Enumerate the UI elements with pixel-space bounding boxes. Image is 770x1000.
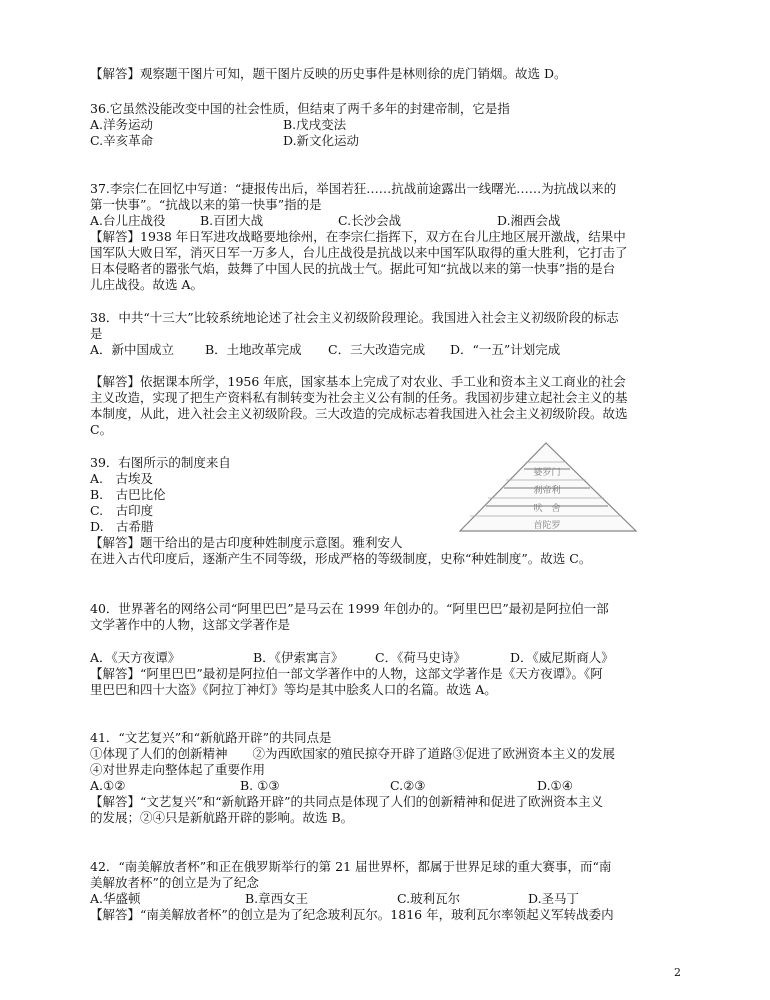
- q36-option-a: A.洋务运动: [90, 117, 154, 132]
- q42-stem-line2: 美解放者杯”的创立是为了纪念: [90, 875, 259, 890]
- pyramid-level-4: 首陀罗: [533, 521, 561, 531]
- q41-option-d: D.①④: [537, 778, 573, 793]
- q38-option-c: C．三大改造完成: [328, 342, 426, 357]
- q35-answer: 【解答】观察题干图片可知，题干图片反映的历史事件是林则徐的虎门销烟。故选 D。: [90, 66, 567, 81]
- q38-option-a: A．新中国成立: [90, 342, 175, 357]
- q42-stem-line1: 42．“南美解放者杯”和正在俄罗斯举行的第 21 届世界杯，都属于世界足球的重大赛事，而“南: [90, 859, 612, 874]
- q42-option-a: A.华盛顿: [90, 891, 141, 906]
- q37-stem-line2: 第一快事”。“抗战以来的第一快事”指的是: [90, 197, 322, 212]
- q37-answer-line1: 【解答】1938 年日军进攻战略要地徐州，在李宗仁指挥下，双方在台儿庄地区展开激战，结果中: [90, 229, 626, 244]
- q37-stem-line1: 37.李宗仁在回忆中写道：“捷报传出后，举国若狂……抗战前途露出一线曙光……为抗战以来的: [90, 181, 617, 196]
- q40-option-c: C．《荷马史诗》: [375, 650, 466, 665]
- q39-option-a: A. 古埃及: [90, 471, 154, 486]
- q41-answer-line1: 【解答】“文艺复兴”和“新航路开辟”的共同点是体现了人们的创新精神和促进了欧洲资本主义: [90, 794, 604, 809]
- q41-statements-line1: ①体现了人们的创新精神 ②为西欧国家的殖民掠夺开辟了道路③促进了欧洲资本主义的发展: [90, 746, 616, 761]
- q38-option-d: D．“一五”计划完成: [450, 342, 561, 357]
- q42-option-b: B.章西女王: [245, 891, 309, 906]
- q38-answer-line2: 主义改造，实现了把生产资料私有制转变为社会主义公有制的任务。我国初步建立起社会主义的基: [90, 390, 628, 405]
- q40-answer-line2: 里巴巴和四十大盗》《阿拉丁神灯》等均是其中脍炙人口的名篇。故选 A。: [90, 682, 497, 697]
- q39-option-c: C. 古印度: [90, 503, 154, 518]
- q40-option-d: D．《威尼斯商人》: [510, 650, 614, 665]
- pyramid-level-1: 婆罗门: [533, 468, 561, 478]
- q38-answer-line4: C。: [90, 422, 113, 437]
- page-number: 2: [674, 966, 681, 979]
- q41-stem: 41．“文艺复兴”和“新航路开辟”的共同点是: [90, 730, 332, 745]
- q41-option-b: B. ①③: [240, 778, 280, 793]
- q40-answer-line1: 【解答】“阿里巴巴”最初是阿拉伯一部文学著作中的人物，这部文学著作是《天方夜谭》。《阿: [90, 666, 603, 681]
- q40-stem-line2: 文学著作中的人物，这部文学著作是: [90, 617, 291, 632]
- q38-option-b: B．土地改革完成: [205, 342, 302, 357]
- q37-answer-line3: 日本侵略者的嚣张气焰，鼓舞了中国人民的抗战士气。据此可知“抗战以来的第一快事”指的是台: [90, 261, 616, 276]
- q36-option-b: B.戊戌变法: [283, 117, 347, 132]
- q42-answer-line1: 【解答】“南美解放者杯”的创立是为了纪念玻利瓦尔。1816 年，玻利瓦尔率领起义军转战委内: [90, 907, 614, 922]
- q38-answer-line3: 本制度，从此，进入社会主义初级阶段。三大改造的完成标志着我国进入社会主义初级阶段。故选: [90, 406, 628, 421]
- q36-option-d: D.新文化运动: [283, 133, 360, 148]
- q41-option-a: A.①②: [90, 778, 126, 793]
- q36-option-c: C.辛亥革命: [90, 133, 154, 148]
- q40-option-a: A．《天方夜谭》: [90, 650, 181, 665]
- q41-option-c: C.②③: [390, 778, 426, 793]
- q40-stem-line1: 40．世界著名的网络公司“阿里巴巴”是马云在 1999 年创办的。“阿里巴巴”最初是阿拉伯一部: [90, 601, 609, 616]
- q42-option-c: C.玻利瓦尔: [397, 891, 461, 906]
- q37-answer-line2: 国军队大败日军，消灭日军一万多人，台儿庄战役是抗战以来中国军队取得的重大胜利，它打击了: [90, 245, 628, 260]
- q37-option-b: B.百团大战: [200, 213, 264, 228]
- q37-option-a: A.台儿庄战役: [90, 213, 166, 228]
- q37-answer-line4: 儿庄战役。故选 A。: [90, 277, 204, 292]
- q38-answer-line1: 【解答】依据课本所学，1956 年底，国家基本上完成了对农业、手工业和资本主义工商业的社会: [90, 374, 626, 389]
- q39-stem: 39．右图所示的制度来自: [90, 455, 231, 470]
- pyramid-level-3: 吠 舍: [533, 504, 561, 514]
- q39-option-d: D. 古希腊: [90, 519, 154, 534]
- q39-option-b: B. 古巴比伦: [90, 487, 166, 502]
- q39-answer-line1: 【解答】题干给出的是古印度种姓制度示意图。雅利安人: [90, 535, 403, 550]
- q42-option-d: D.圣马丁: [528, 891, 580, 906]
- q37-option-d: D.湘西会战: [497, 213, 561, 228]
- caste-pyramid-figure: [458, 441, 648, 533]
- q40-option-b: B．《伊索寓言》: [253, 650, 344, 665]
- q38-stem-line2: 是: [90, 326, 103, 341]
- q41-statements-line2: ④对世界走向整体起了重要作用: [90, 762, 266, 777]
- q38-stem-line1: 38．中共“十三大”比较系统地论述了社会主义初级阶段理论。我国进入社会主义初级阶段的标志: [90, 310, 619, 325]
- q37-option-c: C.长沙会战: [338, 213, 402, 228]
- q41-answer-line2: 的发展；②④只是新航路开辟的影响。故选 B。: [90, 810, 354, 825]
- pyramid-level-2: 刹帝利: [533, 486, 561, 496]
- q36-stem: 36.它虽然没能改变中国的社会性质，但结束了两千多年的封建帝制，它是指: [90, 101, 510, 116]
- q39-answer-line2: 在进入古代印度后，逐渐产生不同等级，形成严格的等级制度，史称“种姓制度”。故选 C。: [90, 551, 592, 566]
